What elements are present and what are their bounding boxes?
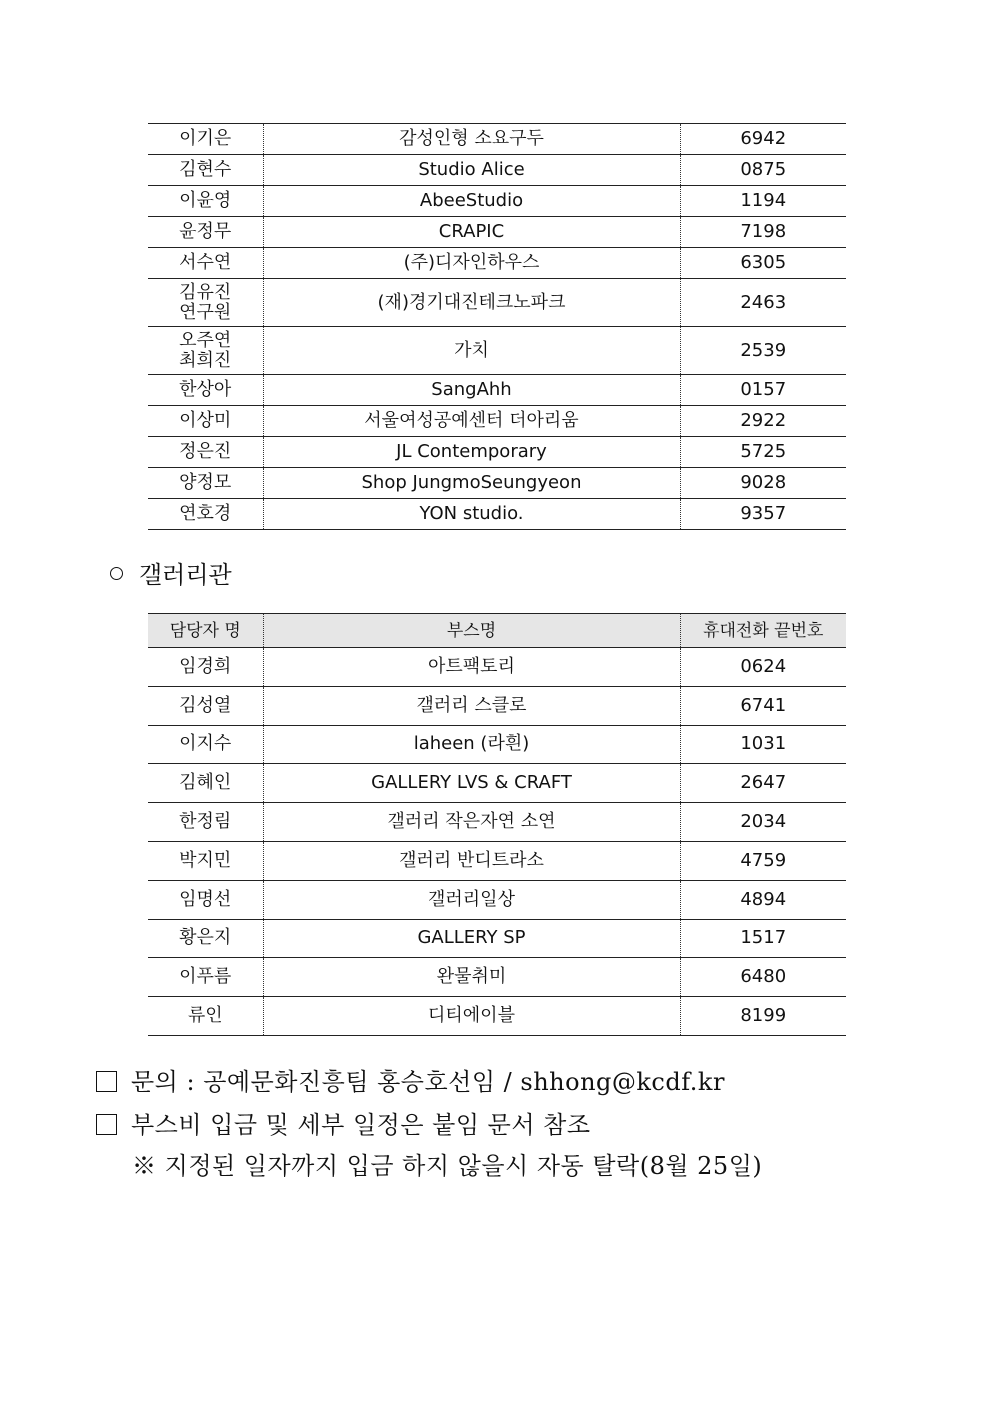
contact-note-text: 문의 : 공예문화진흥팀 홍승호선임 / shhong@kcdf.kr bbox=[131, 1068, 725, 1096]
table-row bbox=[148, 997, 846, 1036]
table-row bbox=[148, 764, 846, 803]
phone-last-digits: 0157 bbox=[680, 375, 846, 406]
phone-last-digits: 9028 bbox=[680, 468, 846, 499]
booth-name: Shop JungmoSeungyeon bbox=[263, 468, 680, 499]
exhibitor-name: 김현수 bbox=[148, 155, 263, 186]
booth-name: 갤러리 스클로 bbox=[263, 686, 680, 725]
phone-last-digits: 6305 bbox=[680, 248, 846, 279]
table-row bbox=[148, 725, 846, 764]
exhibitor-name: 임명선 bbox=[148, 880, 263, 919]
exhibitor-name: 이지수 bbox=[148, 725, 263, 764]
table-row bbox=[148, 803, 846, 842]
booth-name: 감성인형 소요구두 bbox=[263, 124, 680, 155]
gallery-booth-table bbox=[148, 613, 846, 1036]
booth-name: YON studio. bbox=[263, 499, 680, 530]
table-row bbox=[148, 248, 846, 279]
booth-name: (재)경기대진테크노파크 bbox=[263, 279, 680, 327]
booth-name: AbeeStudio bbox=[263, 186, 680, 217]
table-row bbox=[148, 686, 846, 725]
table-row bbox=[148, 919, 846, 958]
table-row bbox=[148, 217, 846, 248]
exhibitor-name: 임경희 bbox=[148, 648, 263, 687]
exhibitor-name: 연호경 bbox=[148, 499, 263, 530]
exhibitor-name: 이윤영 bbox=[148, 186, 263, 217]
contact-note bbox=[96, 1066, 725, 1098]
phone-last-digits: 2463 bbox=[680, 279, 846, 327]
exhibitor-name-line: 오주연 bbox=[179, 329, 232, 351]
exhibitor-name-line: 최희진 bbox=[179, 349, 232, 371]
phone-last-digits: 2647 bbox=[680, 764, 846, 803]
phone-last-digits: 0875 bbox=[680, 155, 846, 186]
booth-name: Studio Alice bbox=[263, 155, 680, 186]
exhibitor-name: 양정모 bbox=[148, 468, 263, 499]
table-row bbox=[148, 375, 846, 406]
exhibitor-name: 김혜인 bbox=[148, 764, 263, 803]
phone-last-digits: 1031 bbox=[680, 725, 846, 764]
header-booth: 부스명 bbox=[263, 614, 680, 648]
booth-name: JL Contemporary bbox=[263, 437, 680, 468]
phone-last-digits: 1517 bbox=[680, 919, 846, 958]
booth-name: laheen (라흰) bbox=[263, 725, 680, 764]
phone-last-digits: 2539 bbox=[680, 327, 846, 375]
booth-name: GALLERY LVS & CRAFT bbox=[263, 764, 680, 803]
table-row bbox=[148, 406, 846, 437]
exhibitor-name: 윤정무 bbox=[148, 217, 263, 248]
deadline-warning bbox=[132, 1150, 762, 1182]
exhibitor-name bbox=[148, 279, 263, 327]
table-row bbox=[148, 124, 846, 155]
phone-last-digits: 8199 bbox=[680, 997, 846, 1036]
booth-name: 갤러리 작은자연 소연 bbox=[263, 803, 680, 842]
phone-last-digits: 4894 bbox=[680, 880, 846, 919]
phone-last-digits: 9357 bbox=[680, 499, 846, 530]
booth-name: 완물취미 bbox=[263, 958, 680, 997]
phone-last-digits: 6480 bbox=[680, 958, 846, 997]
booth-name: (주)디자인하우스 bbox=[263, 248, 680, 279]
exhibitor-name: 김성열 bbox=[148, 686, 263, 725]
table-header-row bbox=[148, 614, 846, 648]
booth-name: 아트팩토리 bbox=[263, 648, 680, 687]
header-phone: 휴대전화 끝번호 bbox=[680, 614, 846, 648]
header-name: 담당자 명 bbox=[148, 614, 263, 648]
table-row bbox=[148, 468, 846, 499]
exhibitor-name: 정은진 bbox=[148, 437, 263, 468]
checkbox-square-icon bbox=[96, 1071, 117, 1092]
table-row bbox=[148, 155, 846, 186]
booth-name: 갤러리일상 bbox=[263, 880, 680, 919]
exhibitor-name: 한상아 bbox=[148, 375, 263, 406]
phone-last-digits: 5725 bbox=[680, 437, 846, 468]
booth-name: 갤러리 반디트라소 bbox=[263, 841, 680, 880]
table-row bbox=[148, 841, 846, 880]
exhibitor-name-line: 김유진 bbox=[179, 281, 232, 303]
deadline-warning-text: ※ 지정된 일자까지 입금 하지 않을시 자동 탈락(8월 25일) bbox=[132, 1152, 763, 1180]
exhibitor-name: 황은지 bbox=[148, 919, 263, 958]
booth-name: 가치 bbox=[263, 327, 680, 375]
exhibitor-name bbox=[148, 327, 263, 375]
phone-last-digits: 2922 bbox=[680, 406, 846, 437]
payment-note-text: 부스비 입금 및 세부 일정은 붙임 문서 참조 bbox=[131, 1111, 591, 1139]
phone-last-digits: 0624 bbox=[680, 648, 846, 687]
booth-name: GALLERY SP bbox=[263, 919, 680, 958]
circle-bullet-icon bbox=[110, 567, 123, 580]
phone-last-digits: 6942 bbox=[680, 124, 846, 155]
booth-name: CRAPIC bbox=[263, 217, 680, 248]
exhibitor-name: 이기은 bbox=[148, 124, 263, 155]
exhibitor-name: 이상미 bbox=[148, 406, 263, 437]
table-row bbox=[148, 437, 846, 468]
table-row bbox=[148, 327, 846, 375]
payment-note bbox=[96, 1109, 591, 1141]
exhibitor-name: 이푸름 bbox=[148, 958, 263, 997]
exhibitor-name: 한정림 bbox=[148, 803, 263, 842]
table-row bbox=[148, 648, 846, 687]
gallery-section-heading bbox=[110, 560, 232, 590]
phone-last-digits: 6741 bbox=[680, 686, 846, 725]
checkbox-square-icon bbox=[96, 1114, 117, 1135]
exhibitor-name-line: 연구원 bbox=[179, 301, 232, 323]
table-row bbox=[148, 279, 846, 327]
table-row bbox=[148, 880, 846, 919]
booth-table-continued bbox=[148, 123, 846, 530]
table-row bbox=[148, 958, 846, 997]
phone-last-digits: 7198 bbox=[680, 217, 846, 248]
booth-name: 디티에이블 bbox=[263, 997, 680, 1036]
phone-last-digits: 2034 bbox=[680, 803, 846, 842]
exhibitor-name: 서수연 bbox=[148, 248, 263, 279]
table-row bbox=[148, 186, 846, 217]
booth-name: SangAhh bbox=[263, 375, 680, 406]
section-title: 갤러리관 bbox=[139, 561, 232, 589]
exhibitor-name: 박지민 bbox=[148, 841, 263, 880]
booth-name: 서울여성공예센터 더아리움 bbox=[263, 406, 680, 437]
exhibitor-name: 류인 bbox=[148, 997, 263, 1036]
phone-last-digits: 4759 bbox=[680, 841, 846, 880]
table-row bbox=[148, 499, 846, 530]
phone-last-digits: 1194 bbox=[680, 186, 846, 217]
